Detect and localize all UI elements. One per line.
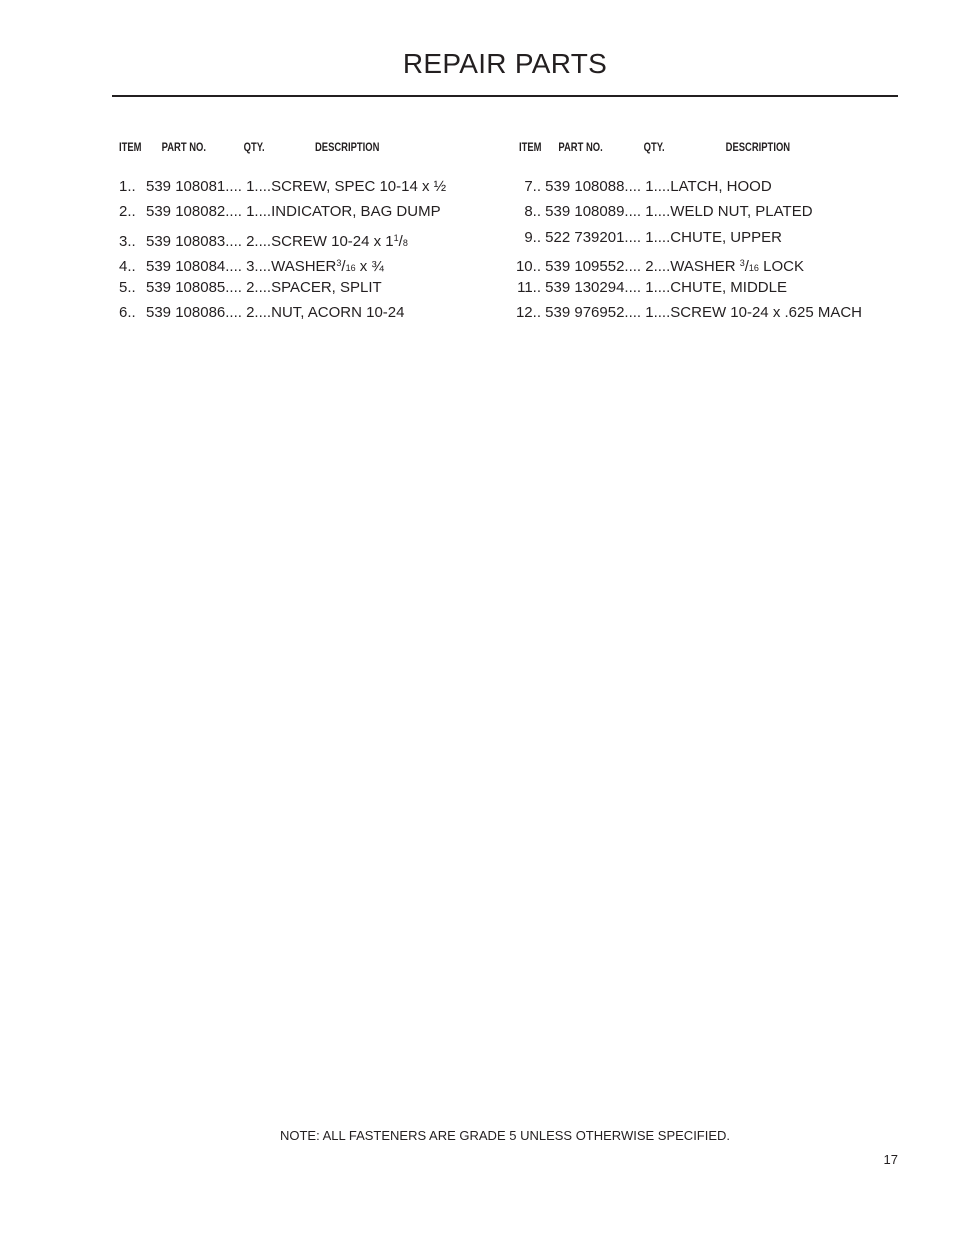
description: CHUTE, MIDDLE <box>670 279 787 297</box>
table-row <box>507 228 954 253</box>
quantity: .... 1.... <box>225 203 272 221</box>
description: CHUTE, UPPER <box>670 228 782 246</box>
quantity: .... 2.... <box>624 257 671 275</box>
description-text: SCREW 10-24 x 1 <box>271 232 394 250</box>
fraction-slash: / <box>744 257 749 275</box>
part-number: 539 109552 <box>545 257 625 275</box>
header-item: ITEM <box>119 142 142 154</box>
title-divider <box>112 95 898 97</box>
fraction-slash: / <box>398 232 403 250</box>
page-title: REPAIR PARTS <box>402 48 608 79</box>
item-number: 10.. <box>515 257 541 275</box>
header-part-no: PART NO. <box>161 142 206 154</box>
fraction-numerator: 3 <box>336 257 342 268</box>
description-suffix: x ¾ <box>355 257 384 275</box>
fraction-numerator: 3 <box>739 257 745 268</box>
part-number: 539 976952 <box>545 304 625 322</box>
item-number: 1.. <box>119 178 136 195</box>
table-row <box>507 278 954 303</box>
parts-list-left <box>119 140 569 329</box>
quantity: .... 2.... <box>225 279 272 297</box>
description: INDICATOR, BAG DUMP <box>271 203 441 221</box>
item-number: 3.. <box>119 232 136 250</box>
fraction-numerator: 1 <box>393 232 399 243</box>
table-row <box>119 177 569 202</box>
part-number: 539 108086 <box>146 304 226 322</box>
description: NUT, ACORN 10-24 <box>271 304 405 322</box>
quantity: .... 1.... <box>624 203 671 221</box>
table-row <box>119 303 569 328</box>
table-row <box>507 177 954 202</box>
description: LATCH, HOOD <box>670 178 772 195</box>
table-row <box>119 278 569 303</box>
part-number: 539 108084 <box>146 257 226 275</box>
header-description: DESCRIPTION <box>725 142 791 154</box>
fraction-denominator: 16 <box>748 262 759 273</box>
part-number: 539 108081 <box>146 178 226 195</box>
table-row <box>119 228 569 253</box>
part-number: 539 108089 <box>545 203 625 221</box>
description: SCREW, SPEC 10-14 x ½ <box>271 178 447 195</box>
quantity: .... 1.... <box>624 304 671 322</box>
description-text: WASHER <box>271 257 337 275</box>
quantity: .... 1.... <box>624 178 671 195</box>
table-row <box>507 253 954 278</box>
item-number: 7.. <box>524 178 541 195</box>
table-row <box>507 303 954 328</box>
fraction-denominator: 16 <box>345 262 356 273</box>
quantity: .... 1.... <box>624 228 671 246</box>
description <box>271 228 408 253</box>
header-part-no: PART NO. <box>558 142 603 154</box>
header-qty: QTY. <box>243 142 265 154</box>
column-headers-left <box>119 140 488 160</box>
quantity: .... 2.... <box>225 232 272 250</box>
description: SPACER, SPLIT <box>271 279 382 297</box>
header-item: ITEM <box>519 142 542 154</box>
table-row <box>119 253 569 278</box>
quantity: .... 3.... <box>225 257 272 275</box>
item-number: 12.. <box>515 304 541 322</box>
part-number: 522 739201 <box>545 228 625 246</box>
description: WELD NUT, PLATED <box>670 203 813 221</box>
description <box>271 253 384 278</box>
quantity: .... 2.... <box>225 304 272 322</box>
quantity: .... 1.... <box>225 178 272 195</box>
part-number: 539 130294 <box>545 279 625 297</box>
item-number: 9.. <box>524 228 541 246</box>
header-description: DESCRIPTION <box>314 142 380 154</box>
fastener-note: NOTE: ALL FASTENERS ARE GRADE 5 UNLESS OTHERWISE SPECIFIED. <box>279 1128 731 1143</box>
fraction-slash: / <box>341 257 346 275</box>
item-number: 2.. <box>119 203 136 221</box>
table-row <box>119 202 569 227</box>
fraction-denominator: 8 <box>402 237 408 248</box>
item-number: 6.. <box>119 304 136 322</box>
item-number: 5.. <box>119 279 136 297</box>
item-number: 8.. <box>524 203 541 221</box>
table-row <box>507 202 954 227</box>
column-headers-right <box>519 140 888 160</box>
part-number: 539 108088 <box>545 178 625 195</box>
parts-list-right <box>515 140 954 329</box>
description <box>670 253 804 278</box>
description-text: WASHER <box>670 257 740 275</box>
description: SCREW 10-24 x .625 MACH <box>670 304 863 322</box>
part-number: 539 108085 <box>146 279 226 297</box>
quantity: .... 1.... <box>624 279 671 297</box>
part-number: 539 108083 <box>146 232 226 250</box>
description-suffix: LOCK <box>758 257 804 275</box>
part-number: 539 108082 <box>146 203 226 221</box>
page-number: 17 <box>883 1152 898 1167</box>
header-qty: QTY. <box>643 142 665 154</box>
item-number: 11.. <box>517 279 541 297</box>
item-number: 4.. <box>119 257 136 275</box>
